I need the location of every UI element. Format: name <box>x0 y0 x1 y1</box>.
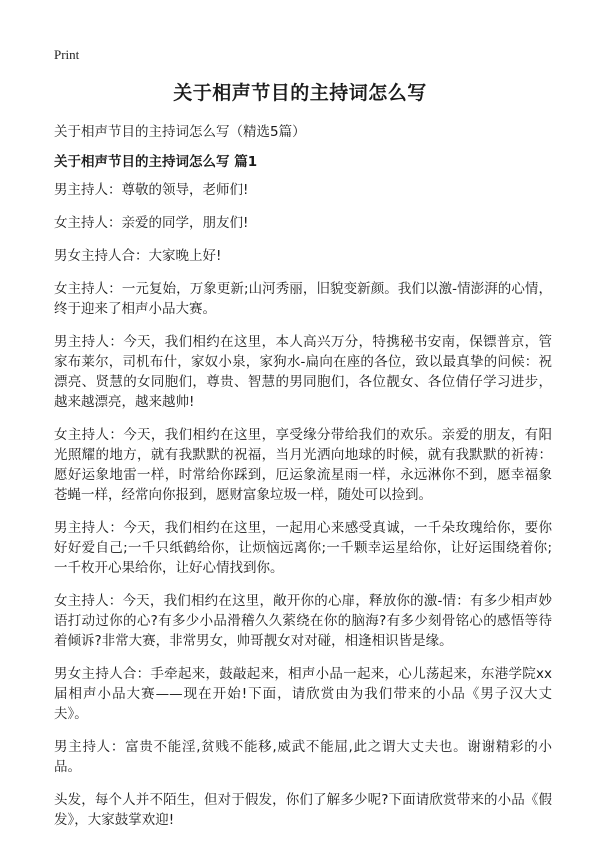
paragraph-7: 男主持人：今天，我们相约在这里，一起用心来感受真诚，一千朵玫瑰给你，要你好好爱自己;一千只纸鹤给你，让烦恼远离你;一千颗幸运星给你，让好运围绕着你;一千枚开心果给你，让好心情找到你。 <box>54 520 552 576</box>
document-body <box>54 180 552 843</box>
page-title: 关于相声节目的主持词怎么写 <box>173 82 427 104</box>
paragraph-11: 头发，每个人并不陌生，但对于假发，你们了解多少呢?下面请欣赏带来的小品《假发》，大家鼓掌欢迎! <box>54 792 552 828</box>
paragraph-2: 女主持人：亲爱的同学，朋友们! <box>54 215 249 231</box>
section-heading: 关于相声节目的主持词怎么写 篇1 <box>54 154 258 170</box>
paragraph-1: 男主持人：尊敬的领导，老师们! <box>54 182 249 198</box>
paragraph-3: 男女主持人合：大家晚上好! <box>54 248 222 264</box>
document-subtitle: 关于相声节目的主持词怎么写（精选5篇） <box>54 124 306 140</box>
paragraph-8: 女主持人：今天，我们相约在这里，敞开你的心扉，释放你的激-情：有多少相声妙语打动过你的心?有多少小品滑稽久久萦绕在你的脑海?有多少刻骨铭心的感悟等待着倾诉?非常大赛，非常男女，帅哥靓女对对碰，相逢相识皆是缘。 <box>54 593 552 649</box>
paragraph-5: 男主持人：今天，我们相约在这里，本人高兴万分，特携秘书安南，保镖普京，管家布莱尔，司机布什，家奴小泉，家狗水-扁向在座的各位，致以最真挚的问候：祝漂亮、贤慧的女同胞们，尊贵、智慧的男同胞们，各位靓女、各位倩仔学习进步，越来越漂亮，越来越帅! <box>54 334 552 410</box>
paragraph-10: 男主持人：富贵不能淫,贫贱不能移,威武不能屈,此之谓大丈夫也。谢谢精彩的小品。 <box>54 739 552 775</box>
paragraph-9: 男女主持人合：手牵起来，鼓敲起来，相声小品一起来，心儿荡起来，东港学院xx届相声小品大赛——现在开始!下面，请欣赏由为我们带来的小品《男子汉大丈夫》。 <box>54 666 552 722</box>
paragraph-4: 女主持人：一元复始，万象更新;山河秀丽，旧貌变新颜。我们以激-情澎湃的心情，终于迎来了相声小品大赛。 <box>54 281 552 317</box>
paragraph-6: 女主持人：今天，我们相约在这里，享受缘分带给我们的欢乐。亲爱的朋友，有阳光照耀的地方，就有我默默的祝福，当月光洒向地球的时候，就有我默默的祈祷：愿好运象地雷一样，时常给你踩到，厄运象流星雨一样，永远淋你不到，愿幸福象苍蝇一样，经常向你报到，愿财富象垃圾一样，随处可以捡到。 <box>54 427 552 503</box>
print-link[interactable]: Print <box>54 47 80 62</box>
